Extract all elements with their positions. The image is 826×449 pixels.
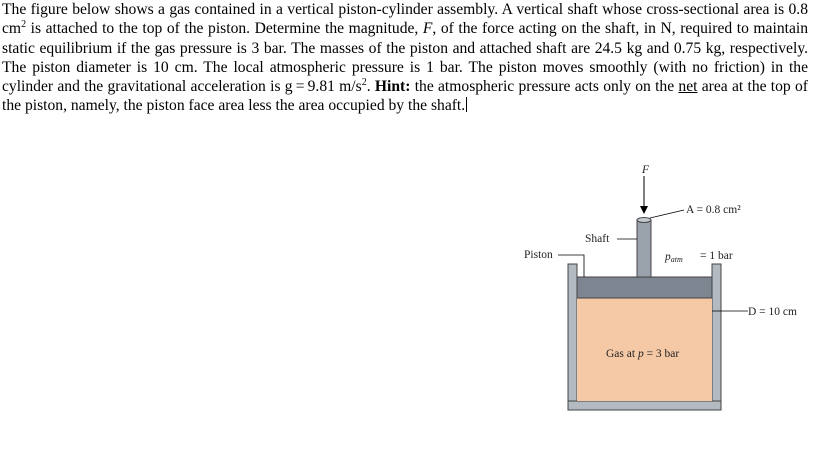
force-symbol: F: [422, 20, 433, 38]
cylinder-bottom: [568, 401, 721, 410]
diameter-label: D = 10 cm: [748, 306, 797, 318]
shaft-label: Shaft: [585, 233, 610, 245]
cylinder-left-wall: [568, 264, 577, 410]
area-leader: [650, 210, 684, 218]
cylinder-right-wall: [712, 264, 721, 410]
problem-text-6: area at the top of the piston, namely, the piston face area less the area occupied by the shaft.: [2, 78, 808, 115]
problem-text-4: .: [366, 78, 375, 96]
patm-value: = 1 bar: [700, 250, 733, 262]
force-label: F: [642, 164, 650, 176]
force-arrowhead: [640, 206, 648, 214]
gas-label-post: = 3 bar: [643, 348, 680, 360]
patm-subscript: atm: [670, 255, 683, 264]
gas-label-pre: Gas at: [606, 348, 638, 360]
superscript-2b: 2: [361, 77, 367, 89]
problem-text-5: the atmospheric pressure acts only on the: [410, 78, 679, 96]
hint-label: Hint:: [374, 78, 411, 96]
patm-label: [664, 251, 683, 264]
superscript-2: 2: [21, 19, 27, 31]
piston-label: Piston: [524, 249, 553, 261]
gas-label-p: p: [637, 348, 644, 360]
piston: [577, 277, 712, 298]
patm-symbol: p: [665, 251, 671, 263]
net-word: net: [678, 78, 698, 96]
problem-text-2: is attached to the top of the piston. Determine the magnitude,: [26, 20, 423, 38]
problem-text-3: , of the force acting on the shaft, in N, required to maintain static equilibrium if the gas pressure is 3 bar. The masses of the piston and attached shaft are 24.5 kg and 0.75 kg, respectively. The piston diameter is 10 cm. The local atmospheric pressure is 1 bar. The piston moves smoothly (with no friction) in the cylinder and the gravitational acceleration is g = 9.81 m/s: [2, 20, 808, 96]
shaft-top: [637, 218, 651, 223]
problem-text-1: The figure below shows a gas contained in a vertical piston-cylinder assembly. A vertical shaft whose cross-sectional area is 0.8 cm: [2, 1, 808, 38]
area-label: A = 0.8 cm²: [686, 204, 741, 216]
shaft: [637, 220, 651, 277]
gas-label: [606, 348, 679, 360]
